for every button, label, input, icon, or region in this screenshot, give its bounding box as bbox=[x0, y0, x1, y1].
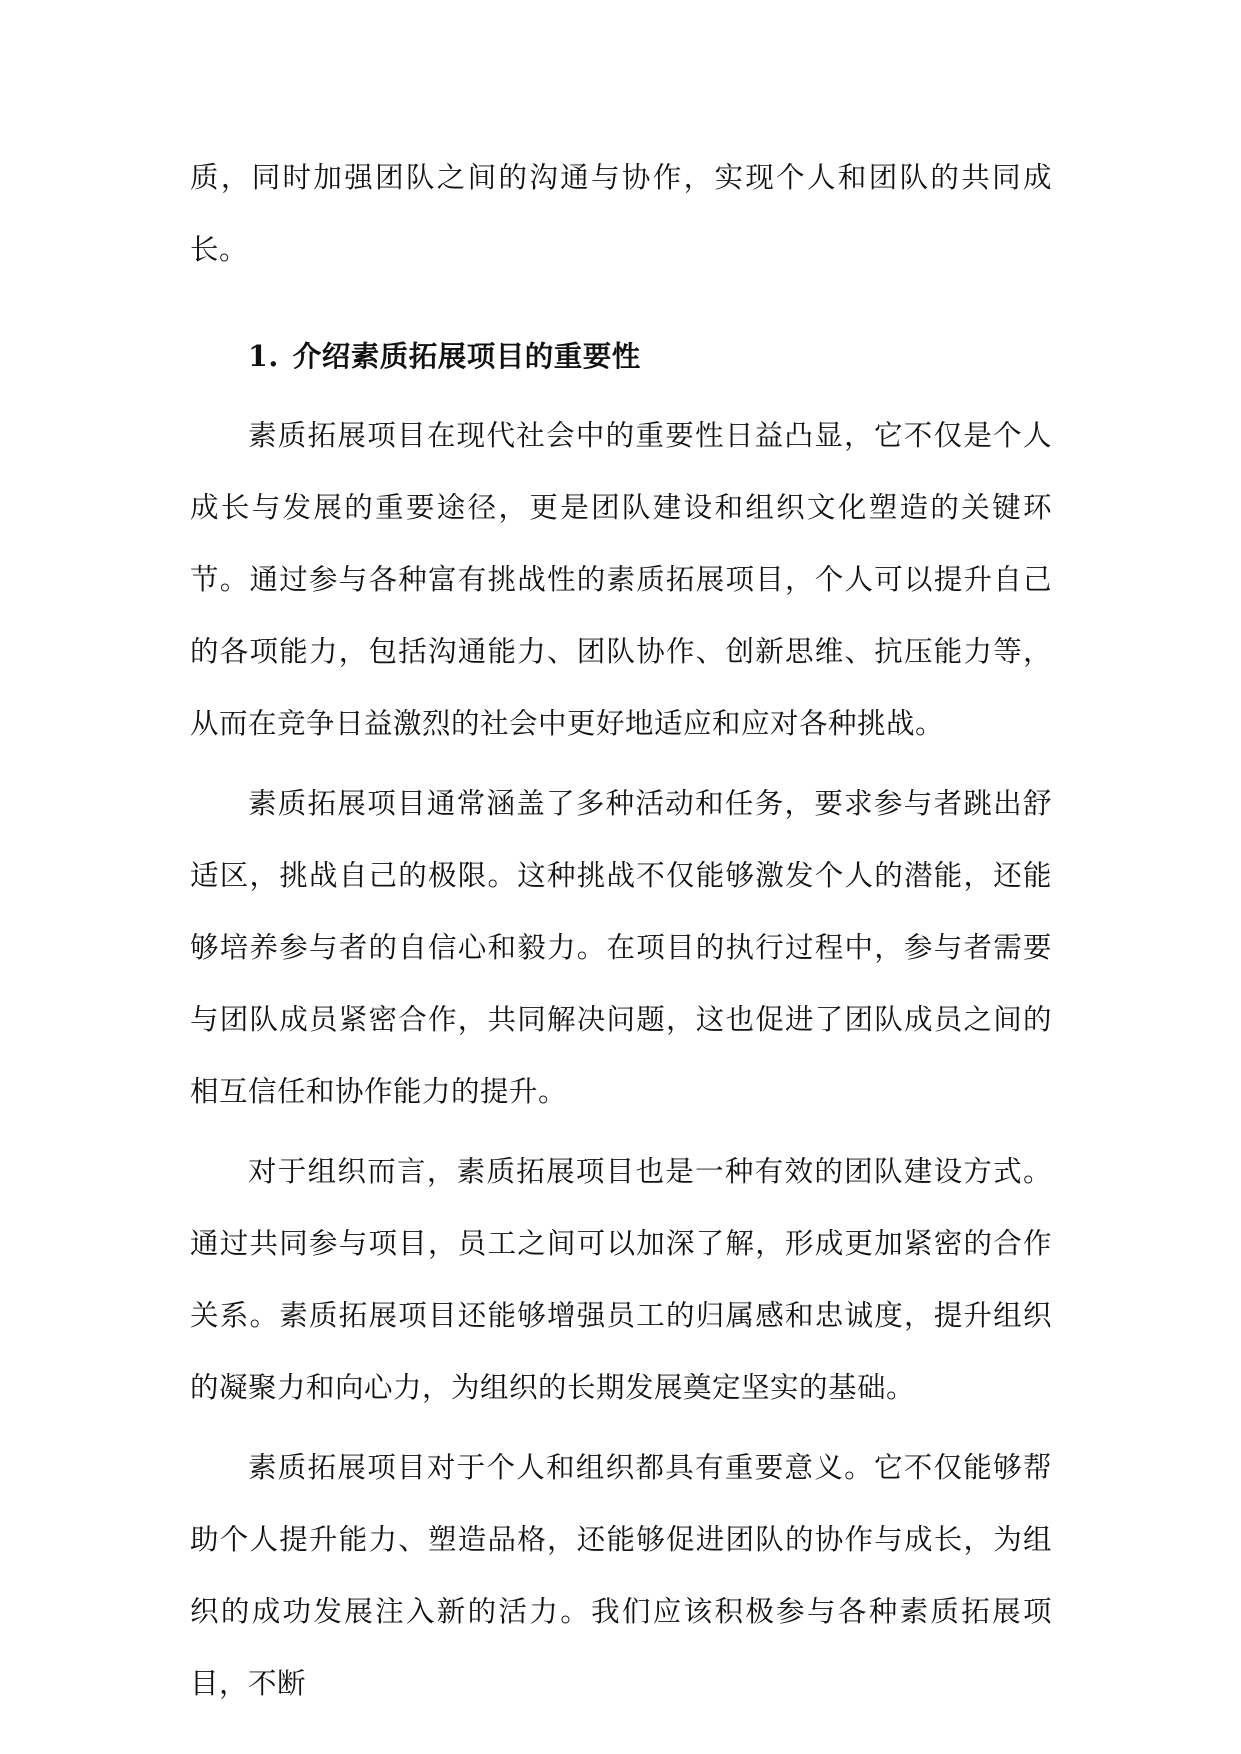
section-number: 1. bbox=[248, 339, 279, 373]
paragraph-2: 素质拓展项目通常涵盖了多种活动和任务，要求参与者跳出舒适区，挑战自己的极限。这种挑战不仅能够激发个人的潜能，还能够培养参与者的自信心和毅力。在项目的执行过程中，参与者需要与团队成员紧密合作，共同解决问题，这也促进了团队成员之间的相互信任和协作能力的提升。 bbox=[190, 787, 1052, 1108]
paragraph-1: 素质拓展项目在现代社会中的重要性日益凸显，它不仅是个人成长与发展的重要途径，更是团队建设和组织文化塑造的关键环节。通过参与各种富有挑战性的素质拓展项目，个人可以提升自己的各项能力，包括沟通能力、团队协作、创新思维、抗压能力等，从而在竞争日益激烈的社会中更好地适应和应对各种挑战。 bbox=[190, 419, 1052, 740]
document-body bbox=[190, 142, 1052, 1720]
section-heading bbox=[190, 320, 1052, 392]
paragraph-4: 素质拓展项目对于个人和组织都具有重要意义。它不仅能够帮助个人提升能力、塑造品格，还能够促进团队的协作与成长，为组织的成功发展注入新的活力。我们应该积极参与各种素质拓展项目，不断 bbox=[190, 1451, 1052, 1700]
paragraph-continued: 质，同时加强团队之间的沟通与协作，实现个人和团队的共同成长。 bbox=[190, 161, 1052, 266]
section-title: 介绍素质拓展项目的重要性 bbox=[292, 339, 641, 373]
paragraph-3: 对于组织而言，素质拓展项目也是一种有效的团队建设方式。通过共同参与项目，员工之间可以加深了解，形成更加紧密的合作关系。素质拓展项目还能够增强员工的归属感和忠诚度，提升组织的凝聚力和向心力，为组织的长期发展奠定坚实的基础。 bbox=[190, 1155, 1052, 1404]
